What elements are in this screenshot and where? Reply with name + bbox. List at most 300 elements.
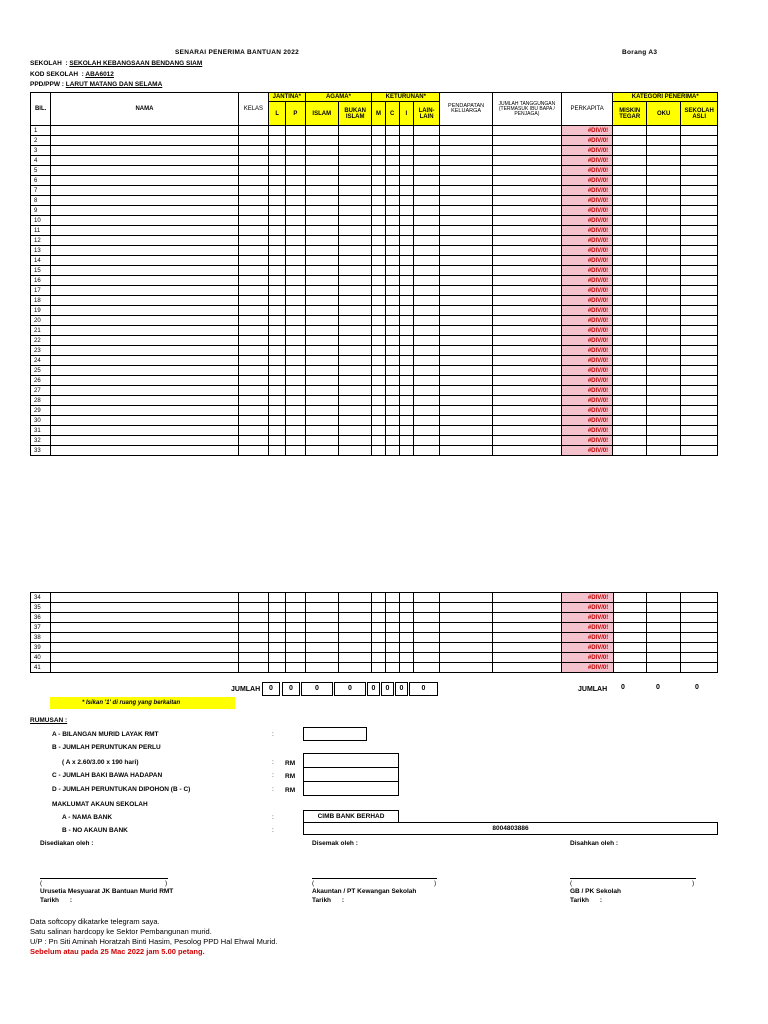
table-cell[interactable] — [413, 366, 439, 376]
table-cell[interactable] — [286, 663, 305, 673]
table-cell[interactable] — [338, 406, 371, 416]
table-cell[interactable] — [492, 186, 561, 196]
table-cell[interactable] — [440, 346, 493, 356]
table-cell[interactable] — [51, 136, 238, 146]
table-cell[interactable] — [413, 446, 439, 456]
table-cell[interactable] — [339, 633, 372, 643]
table-cell[interactable] — [613, 296, 646, 306]
table-cell[interactable] — [681, 436, 718, 446]
table-cell[interactable] — [399, 276, 413, 286]
table-cell[interactable] — [385, 186, 399, 196]
table-cell[interactable] — [305, 216, 338, 226]
table-cell[interactable] — [269, 436, 286, 446]
table-cell[interactable] — [385, 306, 399, 316]
table-cell[interactable] — [305, 663, 338, 673]
table-cell[interactable] — [492, 276, 561, 286]
table-cell[interactable] — [372, 156, 385, 166]
table-cell[interactable] — [413, 623, 439, 633]
table-cell[interactable] — [413, 316, 439, 326]
table-cell[interactable] — [338, 286, 371, 296]
table-cell[interactable] — [338, 306, 371, 316]
table-cell[interactable] — [238, 286, 268, 296]
table-cell[interactable] — [492, 146, 561, 156]
table-cell[interactable] — [286, 176, 305, 186]
table-cell[interactable] — [269, 306, 286, 316]
table-cell[interactable] — [646, 396, 680, 406]
table-cell[interactable] — [372, 326, 385, 336]
table-cell[interactable] — [440, 663, 493, 673]
table-cell[interactable] — [646, 276, 680, 286]
table-cell[interactable] — [286, 593, 305, 603]
table-cell[interactable] — [51, 216, 238, 226]
table-cell[interactable] — [646, 416, 680, 426]
table-cell[interactable] — [385, 156, 399, 166]
table-cell[interactable] — [372, 146, 385, 156]
table-cell[interactable] — [399, 633, 413, 643]
table-cell[interactable] — [492, 406, 561, 416]
table-cell[interactable] — [440, 366, 493, 376]
table-cell[interactable] — [269, 633, 286, 643]
table-cell[interactable] — [238, 266, 268, 276]
table-cell[interactable] — [269, 326, 286, 336]
table-cell[interactable] — [286, 126, 305, 136]
table-cell[interactable] — [338, 226, 371, 236]
table-cell[interactable] — [399, 643, 413, 653]
table-cell[interactable] — [286, 623, 305, 633]
table-cell[interactable] — [338, 426, 371, 436]
table-cell[interactable] — [372, 346, 385, 356]
table-cell[interactable] — [646, 156, 680, 166]
table-cell[interactable] — [385, 336, 399, 346]
table-cell[interactable] — [613, 623, 646, 633]
table-cell[interactable] — [681, 653, 718, 663]
table-cell[interactable] — [681, 306, 718, 316]
table-cell[interactable] — [305, 176, 338, 186]
table-cell[interactable] — [646, 146, 680, 156]
table-cell[interactable] — [646, 446, 680, 456]
table-cell[interactable] — [681, 176, 718, 186]
table-cell[interactable] — [286, 633, 305, 643]
table-cell[interactable] — [413, 603, 439, 613]
table-cell[interactable] — [372, 613, 385, 623]
table-cell[interactable] — [372, 126, 385, 136]
table-cell[interactable] — [286, 386, 305, 396]
table-cell[interactable] — [646, 633, 680, 643]
table-cell[interactable] — [613, 176, 646, 186]
table-cell[interactable] — [413, 186, 439, 196]
table-cell[interactable] — [286, 276, 305, 286]
table-cell[interactable] — [51, 436, 238, 446]
table-cell[interactable] — [440, 633, 493, 643]
table-cell[interactable] — [646, 366, 680, 376]
table-cell[interactable] — [681, 256, 718, 266]
table-cell[interactable] — [51, 406, 238, 416]
table-cell[interactable] — [385, 276, 399, 286]
table-cell[interactable] — [440, 326, 493, 336]
table-cell[interactable] — [238, 623, 268, 633]
table-cell[interactable] — [413, 156, 439, 166]
table-cell[interactable] — [613, 446, 646, 456]
table-cell[interactable] — [238, 306, 268, 316]
table-cell[interactable] — [440, 146, 493, 156]
table-cell[interactable] — [492, 356, 561, 366]
table-cell[interactable] — [492, 206, 561, 216]
table-cell[interactable] — [646, 386, 680, 396]
table-cell[interactable] — [492, 436, 561, 446]
table-cell[interactable] — [413, 216, 439, 226]
table-cell[interactable] — [305, 643, 338, 653]
table-cell[interactable] — [613, 166, 646, 176]
table-cell[interactable] — [338, 206, 371, 216]
table-cell[interactable] — [399, 306, 413, 316]
table-cell[interactable] — [646, 613, 680, 623]
table-cell[interactable] — [440, 426, 493, 436]
table-cell[interactable] — [269, 296, 286, 306]
table-cell[interactable] — [492, 603, 561, 613]
table-cell[interactable] — [440, 306, 493, 316]
table-cell[interactable] — [305, 633, 338, 643]
table-cell[interactable] — [372, 236, 385, 246]
table-cell[interactable] — [51, 416, 238, 426]
table-cell[interactable] — [681, 216, 718, 226]
table-cell[interactable] — [51, 246, 238, 256]
table-cell[interactable] — [269, 226, 286, 236]
table-cell[interactable] — [51, 166, 238, 176]
table-cell[interactable] — [286, 653, 305, 663]
table-cell[interactable] — [51, 446, 238, 456]
table-cell[interactable] — [51, 176, 238, 186]
table-cell[interactable] — [305, 126, 338, 136]
table-cell[interactable] — [286, 146, 305, 156]
table-cell[interactable] — [399, 366, 413, 376]
table-cell[interactable] — [372, 386, 385, 396]
table-cell[interactable] — [681, 186, 718, 196]
table-cell[interactable] — [492, 296, 561, 306]
table-cell[interactable] — [372, 446, 385, 456]
table-cell[interactable] — [338, 336, 371, 346]
table-cell[interactable] — [613, 316, 646, 326]
table-cell[interactable] — [51, 306, 238, 316]
table-cell[interactable] — [286, 603, 305, 613]
table-cell[interactable] — [338, 156, 371, 166]
table-cell[interactable] — [613, 256, 646, 266]
table-cell[interactable] — [51, 316, 238, 326]
table-cell[interactable] — [613, 216, 646, 226]
table-cell[interactable] — [238, 396, 268, 406]
table-cell[interactable] — [440, 276, 493, 286]
table-cell[interactable] — [681, 396, 718, 406]
table-cell[interactable] — [338, 296, 371, 306]
table-cell[interactable] — [51, 226, 238, 236]
table-cell[interactable] — [613, 206, 646, 216]
table-cell[interactable] — [269, 416, 286, 426]
table-cell[interactable] — [385, 286, 399, 296]
table-cell[interactable] — [305, 206, 338, 216]
table-cell[interactable] — [238, 416, 268, 426]
table-cell[interactable] — [399, 296, 413, 306]
table-cell[interactable] — [286, 196, 305, 206]
table-cell[interactable] — [492, 376, 561, 386]
table-cell[interactable] — [238, 653, 268, 663]
table-cell[interactable] — [338, 356, 371, 366]
table-cell[interactable] — [399, 176, 413, 186]
table-cell[interactable] — [385, 146, 399, 156]
table-cell[interactable] — [646, 306, 680, 316]
table-cell[interactable] — [613, 356, 646, 366]
table-cell[interactable] — [338, 316, 371, 326]
table-cell[interactable] — [339, 623, 372, 633]
table-cell[interactable] — [385, 643, 399, 653]
table-cell[interactable] — [51, 326, 238, 336]
table-cell[interactable] — [399, 603, 413, 613]
table-cell[interactable] — [681, 236, 718, 246]
table-cell[interactable] — [286, 226, 305, 236]
table-cell[interactable] — [372, 206, 385, 216]
table-cell[interactable] — [286, 356, 305, 366]
table-cell[interactable] — [238, 296, 268, 306]
table-cell[interactable] — [399, 346, 413, 356]
table-cell[interactable] — [399, 146, 413, 156]
table-cell[interactable] — [238, 336, 268, 346]
table-cell[interactable] — [338, 176, 371, 186]
table-cell[interactable] — [399, 206, 413, 216]
table-cell[interactable] — [338, 326, 371, 336]
table-cell[interactable] — [372, 216, 385, 226]
table-cell[interactable] — [51, 286, 238, 296]
table-cell[interactable] — [385, 633, 399, 643]
table-cell[interactable] — [413, 653, 439, 663]
table-cell[interactable] — [440, 436, 493, 446]
table-cell[interactable] — [269, 236, 286, 246]
table-cell[interactable] — [492, 336, 561, 346]
table-cell[interactable] — [440, 176, 493, 186]
table-cell[interactable] — [339, 593, 372, 603]
table-cell[interactable] — [372, 603, 385, 613]
table-cell[interactable] — [385, 653, 399, 663]
table-cell[interactable] — [413, 246, 439, 256]
table-cell[interactable] — [338, 236, 371, 246]
table-cell[interactable] — [372, 593, 385, 603]
table-cell[interactable] — [492, 643, 561, 653]
table-cell[interactable] — [269, 246, 286, 256]
table-cell[interactable] — [372, 426, 385, 436]
table-cell[interactable] — [286, 436, 305, 446]
table-cell[interactable] — [51, 386, 238, 396]
table-cell[interactable] — [681, 376, 718, 386]
table-cell[interactable] — [238, 256, 268, 266]
table-cell[interactable] — [681, 613, 718, 623]
table-cell[interactable] — [305, 236, 338, 246]
table-cell[interactable] — [646, 186, 680, 196]
table-cell[interactable] — [385, 426, 399, 436]
table-cell[interactable] — [305, 336, 338, 346]
table-cell[interactable] — [646, 336, 680, 346]
table-cell[interactable] — [305, 366, 338, 376]
table-cell[interactable] — [286, 166, 305, 176]
table-cell[interactable] — [305, 446, 338, 456]
table-cell[interactable] — [385, 396, 399, 406]
table-cell[interactable] — [269, 206, 286, 216]
table-cell[interactable] — [681, 366, 718, 376]
table-cell[interactable] — [305, 356, 338, 366]
table-cell[interactable] — [399, 386, 413, 396]
table-cell[interactable] — [269, 663, 286, 673]
table-cell[interactable] — [413, 386, 439, 396]
table-cell[interactable] — [681, 603, 718, 613]
table-cell[interactable] — [238, 386, 268, 396]
table-cell[interactable] — [305, 593, 338, 603]
table-cell[interactable] — [238, 356, 268, 366]
table-cell[interactable] — [440, 316, 493, 326]
table-cell[interactable] — [681, 206, 718, 216]
table-cell[interactable] — [681, 156, 718, 166]
table-cell[interactable] — [385, 136, 399, 146]
table-cell[interactable] — [492, 593, 561, 603]
table-cell[interactable] — [238, 613, 268, 623]
table-cell[interactable] — [646, 376, 680, 386]
table-cell[interactable] — [440, 156, 493, 166]
table-cell[interactable] — [413, 206, 439, 216]
table-cell[interactable] — [286, 416, 305, 426]
table-cell[interactable] — [305, 196, 338, 206]
table-cell[interactable] — [413, 226, 439, 236]
table-cell[interactable] — [286, 326, 305, 336]
table-cell[interactable] — [385, 366, 399, 376]
table-cell[interactable] — [413, 643, 439, 653]
table-cell[interactable] — [372, 176, 385, 186]
table-cell[interactable] — [399, 436, 413, 446]
table-cell[interactable] — [613, 156, 646, 166]
table-cell[interactable] — [492, 156, 561, 166]
table-cell[interactable] — [399, 156, 413, 166]
table-cell[interactable] — [413, 236, 439, 246]
table-cell[interactable] — [646, 236, 680, 246]
table-cell[interactable] — [269, 593, 286, 603]
table-cell[interactable] — [646, 196, 680, 206]
table-cell[interactable] — [646, 126, 680, 136]
table-cell[interactable] — [613, 426, 646, 436]
table-cell[interactable] — [681, 126, 718, 136]
table-cell[interactable] — [51, 186, 238, 196]
table-cell[interactable] — [372, 166, 385, 176]
table-cell[interactable] — [286, 266, 305, 276]
table-cell[interactable] — [385, 326, 399, 336]
table-cell[interactable] — [681, 146, 718, 156]
table-cell[interactable] — [338, 246, 371, 256]
table-cell[interactable] — [413, 176, 439, 186]
table-cell[interactable] — [385, 603, 399, 613]
table-cell[interactable] — [286, 643, 305, 653]
table-cell[interactable] — [51, 593, 238, 603]
table-cell[interactable] — [51, 156, 238, 166]
table-cell[interactable] — [269, 286, 286, 296]
table-cell[interactable] — [238, 226, 268, 236]
table-cell[interactable] — [372, 296, 385, 306]
table-cell[interactable] — [51, 206, 238, 216]
table-cell[interactable] — [269, 396, 286, 406]
table-cell[interactable] — [413, 633, 439, 643]
table-cell[interactable] — [305, 276, 338, 286]
table-cell[interactable] — [305, 166, 338, 176]
table-cell[interactable] — [613, 346, 646, 356]
table-cell[interactable] — [385, 663, 399, 673]
table-cell[interactable] — [372, 336, 385, 346]
table-cell[interactable] — [613, 603, 646, 613]
table-cell[interactable] — [492, 366, 561, 376]
table-cell[interactable] — [385, 613, 399, 623]
table-cell[interactable] — [646, 296, 680, 306]
table-cell[interactable] — [372, 306, 385, 316]
table-cell[interactable] — [413, 613, 439, 623]
table-cell[interactable] — [492, 613, 561, 623]
table-cell[interactable] — [51, 663, 238, 673]
table-cell[interactable] — [338, 266, 371, 276]
table-cell[interactable] — [646, 406, 680, 416]
table-cell[interactable] — [440, 136, 493, 146]
table-cell[interactable] — [339, 663, 372, 673]
table-cell[interactable] — [385, 166, 399, 176]
table-cell[interactable] — [681, 593, 718, 603]
table-cell[interactable] — [269, 446, 286, 456]
table-cell[interactable] — [51, 336, 238, 346]
table-cell[interactable] — [646, 216, 680, 226]
table-cell[interactable] — [492, 236, 561, 246]
table-cell[interactable] — [613, 186, 646, 196]
table-cell[interactable] — [238, 186, 268, 196]
table-cell[interactable] — [413, 406, 439, 416]
table-cell[interactable] — [399, 236, 413, 246]
table-cell[interactable] — [646, 286, 680, 296]
table-cell[interactable] — [399, 196, 413, 206]
table-cell[interactable] — [372, 406, 385, 416]
table-cell[interactable] — [269, 316, 286, 326]
table-cell[interactable] — [413, 256, 439, 266]
table-cell[interactable] — [646, 356, 680, 366]
table-cell[interactable] — [385, 376, 399, 386]
table-cell[interactable] — [338, 386, 371, 396]
table-cell[interactable] — [492, 446, 561, 456]
table-cell[interactable] — [385, 206, 399, 216]
table-cell[interactable] — [238, 146, 268, 156]
table-cell[interactable] — [492, 256, 561, 266]
table-cell[interactable] — [646, 166, 680, 176]
table-cell[interactable] — [681, 633, 718, 643]
table-cell[interactable] — [613, 266, 646, 276]
table-cell[interactable] — [51, 633, 238, 643]
table-cell[interactable] — [440, 396, 493, 406]
table-cell[interactable] — [413, 376, 439, 386]
table-cell[interactable] — [385, 593, 399, 603]
table-cell[interactable] — [492, 126, 561, 136]
table-cell[interactable] — [338, 416, 371, 426]
table-cell[interactable] — [613, 306, 646, 316]
table-cell[interactable] — [681, 196, 718, 206]
table-cell[interactable] — [286, 426, 305, 436]
table-cell[interactable] — [399, 406, 413, 416]
table-cell[interactable] — [413, 336, 439, 346]
table-cell[interactable] — [492, 176, 561, 186]
table-cell[interactable] — [646, 663, 680, 673]
table-cell[interactable] — [613, 653, 646, 663]
table-cell[interactable] — [440, 386, 493, 396]
table-cell[interactable] — [681, 266, 718, 276]
table-cell[interactable] — [492, 623, 561, 633]
table-cell[interactable] — [269, 276, 286, 286]
table-cell[interactable] — [372, 356, 385, 366]
table-cell[interactable] — [51, 653, 238, 663]
table-cell[interactable] — [51, 236, 238, 246]
table-cell[interactable] — [613, 406, 646, 416]
